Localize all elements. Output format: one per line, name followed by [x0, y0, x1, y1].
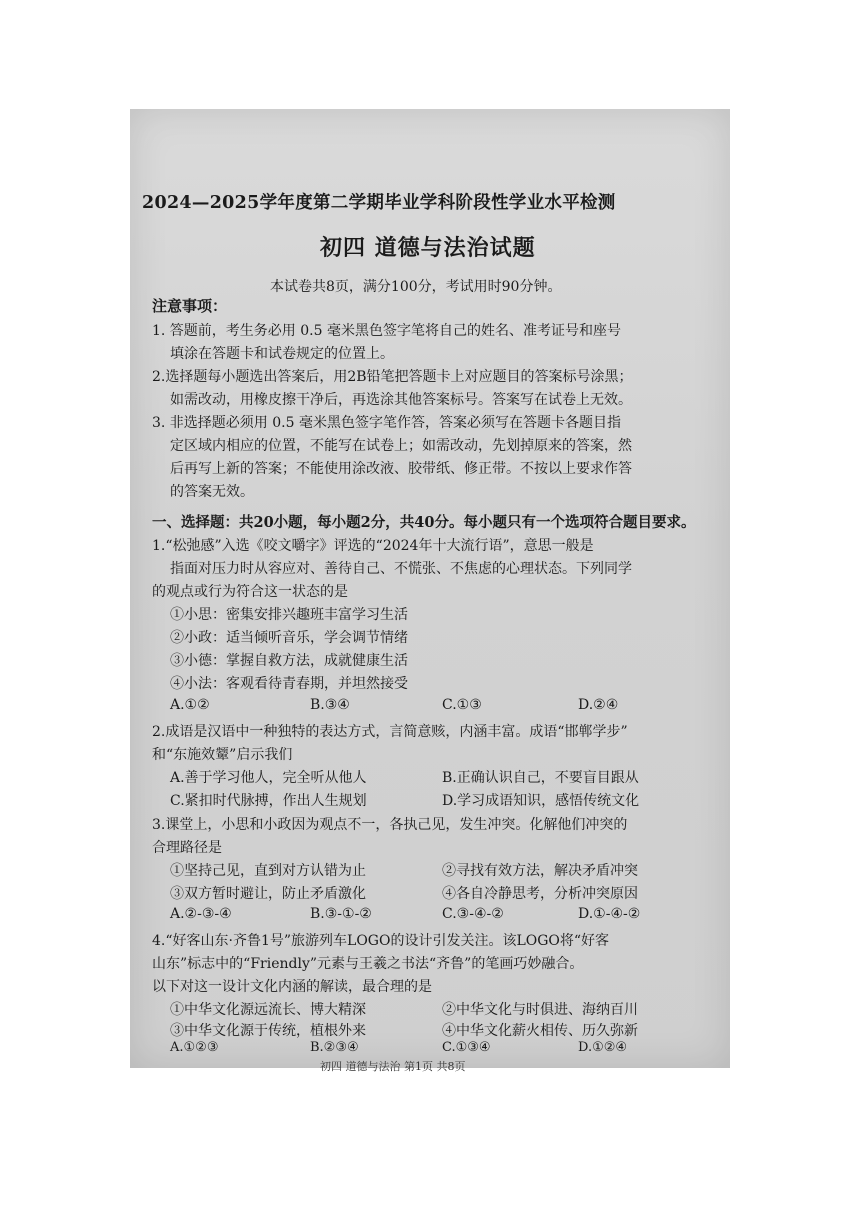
notice-line: 的答案无效。 — [170, 484, 254, 500]
option-c: C.③-④-② — [442, 906, 504, 922]
question-item: ③双方暂时避让，防止矛盾激化 — [170, 886, 366, 902]
option-b: B.③④ — [310, 697, 350, 713]
option-a: A.善于学习他人，完全听从他人 — [170, 770, 367, 786]
option-d: D.①②④ — [578, 1040, 628, 1055]
notice-line: 如需改动，用橡皮擦干净后，再选涂其他答案标号。答案写在试卷上无效。 — [170, 392, 632, 408]
notice-heading: 注意事项： — [152, 297, 228, 315]
question-item: ④各自冷静思考，分析冲突原因 — [442, 886, 638, 902]
option-c: C.紧扣时代脉搏，作出人生规划 — [170, 793, 367, 809]
option-d: D.学习成语知识，感悟传统文化 — [442, 793, 640, 809]
question-item: ③小德：掌握自救方法，成就健康生活 — [170, 653, 408, 669]
notice-line: 定区域内相应的位置，不能写在试卷上；如需改动，先划掉原来的答案，然 — [170, 438, 632, 454]
question-line: 以下对这一设计文化内涵的解读，最合理的是 — [152, 979, 432, 995]
notice-line: 填涂在答题卡和试卷规定的位置上。 — [170, 346, 394, 362]
option-b: B.③-①-② — [310, 906, 372, 922]
option-b: B.②③④ — [310, 1040, 359, 1055]
question-line: 指面对压力时从容应对、善待自己、不慌张、不焦虑的心理状态。下列同学 — [170, 561, 632, 577]
option-a: A.②-③-④ — [170, 906, 232, 922]
question-item: ③中华文化源于传统，植根外来 — [170, 1023, 366, 1039]
notice-line: 2.选择题每小题选出答案后，用2B铅笔把答题卡上对应题目的答案标号涂黑； — [152, 369, 633, 385]
question-line: 和“东施效颦”启示我们 — [152, 747, 293, 763]
notice-line: 3. 非选择题必须用 0.5 毫米黑色签字笔作答，答案必须写在答题卡各题目指 — [152, 415, 621, 431]
exam-subject-title: 初四 道德与法治试题 — [320, 235, 536, 261]
exam-title: 2024—2025学年度第二学期毕业学科阶段性学业水平检测 — [142, 193, 616, 213]
option-b: B.正确认识自己，不要盲目跟从 — [442, 770, 639, 786]
exam-info: 本试卷共8页，满分100分，考试用时90分钟。 — [270, 279, 562, 295]
option-d: D.①-④-② — [578, 906, 641, 922]
question-line: 的观点或行为符合这一状态的是 — [152, 584, 348, 600]
question-line: 合理路径是 — [152, 840, 222, 856]
question-line: 3.课堂上，小思和小政因为观点不一，各执己见，发生冲突。化解他们冲突的 — [152, 817, 628, 833]
option-a: A.①②③ — [170, 1040, 219, 1055]
question-line: 1.“松弛感”入选《咬文嚼字》评选的“2024年十大流行语”，意思一般是 — [152, 538, 594, 554]
question-line: 2.成语是汉语中一种独特的表达方式，言简意赅，内涵丰富。成语“邯郸学步” — [152, 724, 628, 740]
exam-paper-photo — [130, 109, 730, 1068]
question-item: ①小思：密集安排兴趣班丰富学习生活 — [170, 607, 408, 623]
question-item: ②寻找有效方法，解决矛盾冲突 — [442, 863, 638, 879]
question-item: ②中华文化与时俱进、海纳百川 — [442, 1002, 638, 1018]
page-footer: 初四 道德与法治 第1页 共8页 — [320, 1060, 466, 1073]
question-item: ④中华文化薪火相传、历久弥新 — [442, 1023, 638, 1039]
question-item: ④小法：客观看待青春期，并坦然接受 — [170, 676, 408, 692]
option-a: A.①② — [170, 697, 210, 713]
question-item: ②小政：适当倾听音乐，学会调节情绪 — [170, 630, 408, 646]
question-line: 4.“好客山东·齐鲁1号”旅游列车LOGO的设计引发关注。该LOGO将“好客 — [152, 933, 610, 949]
option-c: C.①③④ — [442, 1040, 491, 1055]
question-line: 山东”标志中的“Friendly”元素与王羲之书法“齐鲁”的笔画巧妙融合。 — [152, 956, 584, 972]
notice-line: 1. 答题前，考生务必用 0.5 毫米黑色签字笔将自己的姓名、准考证号和座号 — [152, 323, 621, 339]
question-item: ①坚持己见，直到对方认错为止 — [170, 863, 366, 879]
notice-line: 后再写上新的答案；不能使用涂改液、胶带纸、修正带。不按以上要求作答 — [170, 461, 632, 477]
option-c: C.①③ — [442, 697, 482, 713]
option-d: D.②④ — [578, 697, 619, 713]
question-item: ①中华文化源远流长、博大精深 — [170, 1002, 366, 1018]
section-heading: 一、选择题：共20小题，每小题2分，共40分。每小题只有一个选项符合题目要求。 — [152, 514, 696, 531]
